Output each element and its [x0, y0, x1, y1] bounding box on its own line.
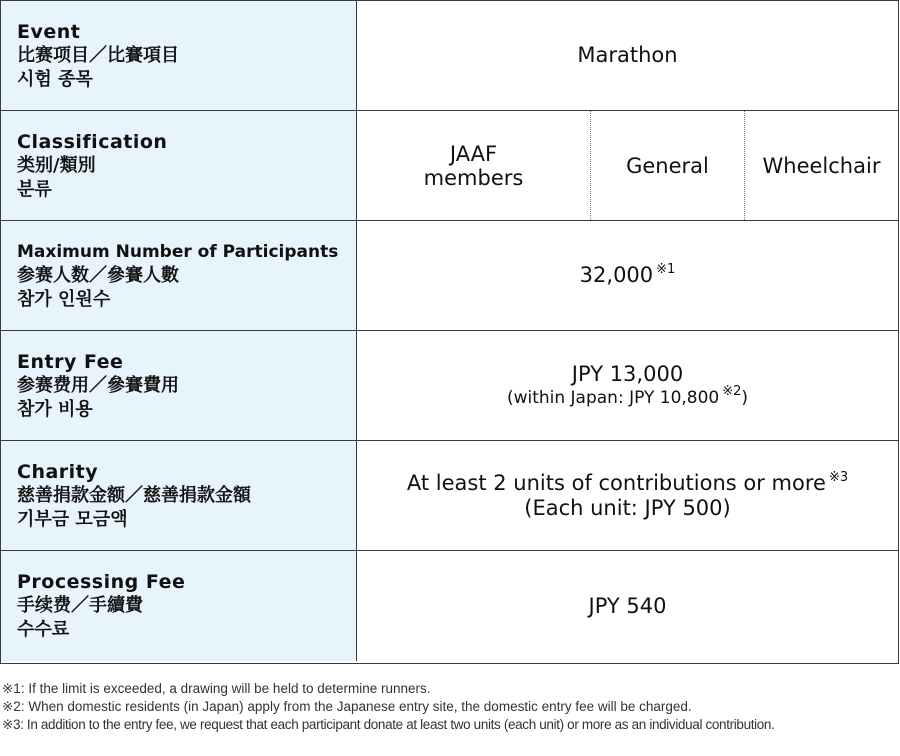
label-zh: 手续费／手續費: [17, 595, 143, 616]
label-en: Processing Fee: [17, 571, 186, 593]
label-en: Entry Fee: [17, 350, 124, 373]
footnote-ref-3: ※3: [828, 469, 849, 485]
label-ko: 참가 인원수: [17, 288, 111, 310]
class-wheelchair: Wheelchair: [744, 111, 898, 220]
footnote-3: ※3: In addition to the entry fee, we request that each participant donate at least two units (each unit) or more as an individual contribution.: [2, 717, 775, 732]
footnote-2: ※2: When domestic residents (in Japan) apply from the Japanese entry site, the domestic entry fee will be charged.: [2, 699, 692, 714]
label-zh: 慈善捐款金额／慈善捐款金額: [17, 484, 251, 506]
footnote-ref-2: ※2: [722, 384, 742, 399]
label-zh: 比赛项目／比賽項目: [17, 44, 179, 66]
label-cell: [1, 331, 357, 440]
label-zh: 参赛人数／參賽人數: [17, 264, 179, 286]
charity-value: At least 2 units of contributions or more: [406, 470, 826, 495]
footnote-ref-1: ※1: [656, 262, 676, 277]
label-ko: 수수료: [17, 619, 70, 640]
participants-value: 32,000: [579, 263, 654, 287]
label-ko: 참가 비용: [17, 398, 93, 420]
value-cell: [357, 1, 898, 110]
value-cell: [357, 221, 898, 330]
table-row-classification: [1, 111, 898, 221]
charity-unit: (Each unit: JPY 500): [524, 495, 731, 520]
label-ko: 분류: [17, 178, 52, 200]
classification-cells: [357, 111, 898, 220]
label-en: Charity: [17, 460, 99, 483]
label-cell: [1, 1, 357, 110]
footnote-1: ※1: If the limit is exceeded, a drawing will be held to determine runners.: [2, 681, 431, 696]
label-en: Event: [17, 20, 81, 43]
label-cell: [1, 551, 357, 661]
footnotes: [2, 680, 898, 734]
entry-fee-domestic: (within Japan: JPY 10,800: [506, 388, 720, 408]
class-general: General: [590, 111, 744, 220]
entry-fee-value: JPY 13,000: [571, 362, 684, 386]
event-value: Marathon: [577, 43, 678, 67]
class-jaaf-members: JAAF members: [423, 141, 524, 190]
label-zh: 参赛费用／參賽費用: [17, 374, 179, 396]
table-row-processing-fee: [1, 551, 898, 661]
label-en: Classification: [17, 130, 168, 153]
value-cell: [357, 331, 898, 440]
label-cell: [1, 441, 357, 550]
processing-fee-value: JPY 540: [588, 593, 667, 618]
table-row-event: [1, 1, 898, 111]
label-cell: [1, 221, 357, 330]
entry-fee-domestic-close: ): [741, 388, 749, 408]
table-row-charity: [1, 441, 898, 551]
value-cell: [357, 551, 898, 661]
label-ko: 시험 종목: [17, 68, 93, 90]
value-cell: [357, 441, 898, 550]
table-row-entry-fee: [1, 331, 898, 441]
label-ko: 기부금 모금액: [17, 508, 128, 530]
table-row-max-participants: [1, 221, 898, 331]
label-en: Maximum Number of Participants: [17, 241, 339, 262]
label-cell: [1, 111, 357, 220]
label-zh: 类别/類別: [17, 154, 96, 176]
